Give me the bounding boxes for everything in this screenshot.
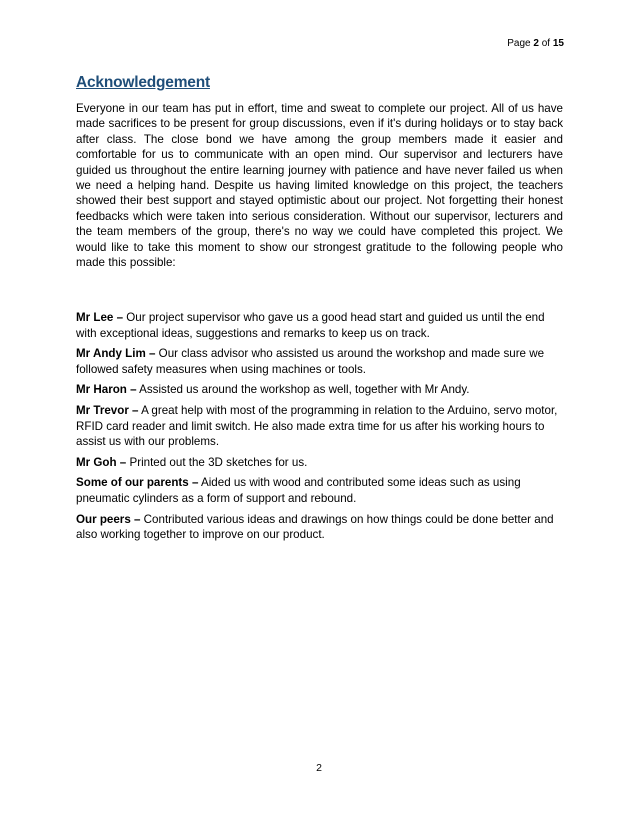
entry-text: Our class advisor who assisted us around the workshop and made sure we followed safety measures when using machines or tools. <box>76 347 545 376</box>
acknowledgement-entry <box>76 403 563 450</box>
acknowledgement-entry <box>76 455 563 471</box>
entry-name: Our peers – <box>76 512 141 526</box>
page-heading: Acknowledgement <box>76 74 210 91</box>
entry-name: Some of our parents – <box>76 476 199 490</box>
entry-text: Our project supervisor who gave us a good head start and guided us until the end with exceptional ideas, suggestions and remarks to keep us on track. <box>76 311 545 340</box>
acknowledgement-entry <box>76 346 563 377</box>
acknowledgement-entry <box>76 310 563 341</box>
acknowledgement-list <box>76 310 563 548</box>
entry-text: Aided us with wood and contributed some ideas such as using pneumatic cylinders as a form of support and rebound. <box>76 476 521 505</box>
acknowledgement-entry <box>76 475 563 506</box>
acknowledgement-entry <box>76 512 563 543</box>
acknowledgement-entry <box>76 382 563 398</box>
page-word: Page <box>507 38 531 49</box>
total-pages-number: 15 <box>552 38 564 49</box>
entry-name: Mr Haron – <box>76 383 137 397</box>
entry-name: Mr Andy Lim – <box>76 347 156 361</box>
intro-paragraph: Everyone in our team has put in effort, time and sweat to complete our project. All of us have made sacrifices to be present for group discussions, even if it's during holidays or to stay back after class. The close bond we have among the group members made it easier and comfortable for us to communicate with an open mind. Our supervisor and lecturers have guided us throughout the entire learning journey with patience and have never failed us when we need a helping hand. Despite us having limited knowledge on this project, the teachers showed their best support and stayed optimistic about our project. Not forgetting their honest feedbacks which were taken into serious consideration. Without our supervisor, lecturers and the team members of the group, there's no way we could have completed this project. We would like to take this moment to show our strongest gratitude to the following people who made this possible: <box>76 102 563 270</box>
entry-text: A great help with most of the programming in relation to the Arduino, servo motor, RFID card reader and limit switch. He also made extra time for us after his working hours to assist us with our problems. <box>76 403 558 449</box>
entry-text: Assisted us around the workshop as well, together with Mr Andy. <box>136 383 470 397</box>
entry-text: Printed out the 3D sketches for us. <box>126 455 308 469</box>
entry-name: Mr Trevor – <box>76 403 139 417</box>
current-page-number: 2 <box>533 38 539 49</box>
footer-page-number: 2 <box>316 762 322 774</box>
entry-name: Mr Goh – <box>76 455 127 469</box>
entry-text: Contributed various ideas and drawings on how things could be done better and also working together to improve on our product. <box>76 512 554 542</box>
of-word: of <box>541 38 551 49</box>
entry-name: Mr Lee – <box>76 311 124 324</box>
header-page-indicator <box>507 38 564 49</box>
